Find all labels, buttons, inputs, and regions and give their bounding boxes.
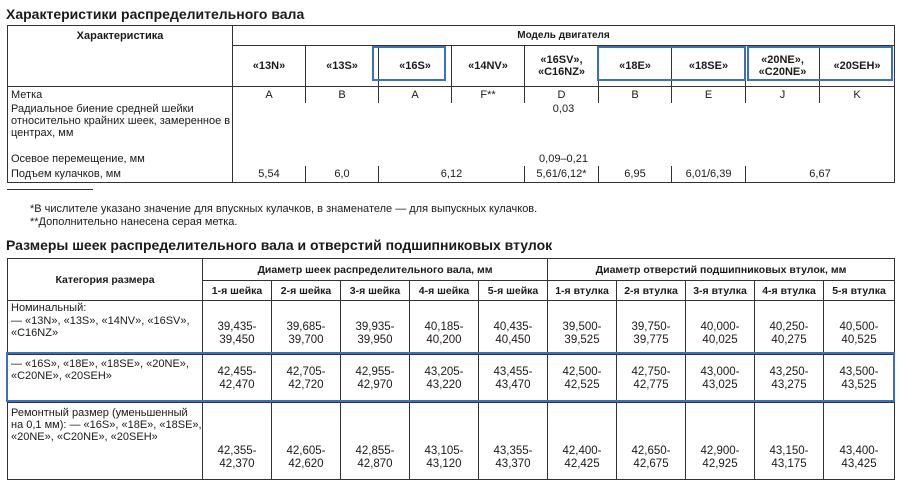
journal-5-value: 40,435- 40,450 <box>479 315 548 355</box>
bushing-3-value: 40,000- 40,025 <box>686 315 755 355</box>
model-13n: «13N» <box>233 46 306 87</box>
journal-3-value: 42,955- 42,970 <box>341 355 410 403</box>
table-row <box>8 403 895 480</box>
journal-4-value: 43,105- 43,120 <box>410 403 479 480</box>
journal-3-header: 3-я шейка <box>341 281 410 301</box>
model-16sv-c16nz: «16SV», «C16NZ» <box>525 46 599 87</box>
model-14nv: «14NV» <box>452 46 525 87</box>
cam-lift-value: 6,12 <box>379 166 525 183</box>
journal-2-value: 42,605- 42,620 <box>272 403 341 480</box>
header-characteristic: Характеристика <box>8 26 233 87</box>
journal-5-value: 43,455- 43,470 <box>479 355 548 403</box>
journal-4-value: 43,205- 43,220 <box>410 355 479 403</box>
journal-4-value: 40,185- 40,200 <box>410 315 479 355</box>
model-18se: «18SE» <box>672 46 746 87</box>
header-bushing-diameter: Диаметр отверстий подшипниковых втулок, мм <box>548 259 895 281</box>
journal-2-value: 39,685- 39,700 <box>272 315 341 355</box>
row-label: — «16S», «18E», «18SE», «20NE», «C20NE», «20SEH» <box>8 355 203 403</box>
journal-1-value: 42,455- 42,470 <box>203 355 272 403</box>
row-label: — «13N», «13S», «14NV», «16SV», «C16NZ» <box>8 315 203 355</box>
bushing-2-value: 42,650- 42,675 <box>617 403 686 480</box>
row-label: Ремонтный размер (уменьшенный на 0,1 мм): — «16S», «18E», «18SE», «20NE», «C20NE», «20SEH» <box>8 403 203 480</box>
mark-value: K <box>820 87 895 103</box>
bushing-1-value: 42,500- 42,525 <box>548 355 617 403</box>
mark-label: Метка <box>8 87 233 103</box>
mark-value: A <box>379 87 452 103</box>
bushing-2-value: 39,750- 39,775 <box>617 315 686 355</box>
bushing-5-value: 40,500- 40,525 <box>824 315 895 355</box>
journal-1-header: 1-я шейка <box>203 281 272 301</box>
journal-2-header: 2-я шейка <box>272 281 341 301</box>
cam-lift-value: 5,61/6,12* <box>525 166 599 183</box>
cam-lift-label: Подъем кулачков, мм <box>8 166 233 183</box>
runout-label: Радиальное биение средней шейки относительно крайних шеек, замеренное в центрах, мм <box>8 103 233 152</box>
mark-value: B <box>599 87 672 103</box>
nominal-label: Номинальный: <box>8 301 203 315</box>
model-16s: «16S» <box>379 46 452 87</box>
model-20seh: «20SEH» <box>820 46 895 87</box>
bushing-4-value: 43,250- 43,275 <box>755 355 824 403</box>
header-journal-diameter: Диаметр шеек распределительного вала, мм <box>203 259 548 281</box>
table-row <box>8 315 895 355</box>
cam-lift-value: 6,01/6,39 <box>672 166 746 183</box>
journal-bushing-size-table <box>7 258 895 480</box>
bushing-4-value: 40,250- 40,275 <box>755 315 824 355</box>
bushing-4-header: 4-я втулка <box>755 281 824 301</box>
journal-4-header: 4-я шейка <box>410 281 479 301</box>
mark-value: B <box>306 87 379 103</box>
bushing-1-header: 1-я втулка <box>548 281 617 301</box>
bushing-2-value: 42,750- 42,775 <box>617 355 686 403</box>
runout-value: 0,03 <box>233 103 895 152</box>
section1-title: Характеристики распределительного вала <box>6 6 305 22</box>
journal-5-value: 43,355- 43,370 <box>479 403 548 480</box>
bushing-5-value: 43,400- 43,425 <box>824 403 895 480</box>
journal-3-value: 39,935- 39,950 <box>341 315 410 355</box>
mark-value: D <box>525 87 599 103</box>
bushing-4-value: 43,150- 43,175 <box>755 403 824 480</box>
footnote-1: *В числителе указано значение для впускных кулачков, в знаменателе — для выпускных кулачков. <box>30 203 538 215</box>
header-size-category: Категория размера <box>8 259 203 301</box>
bushing-3-header: 3-я втулка <box>686 281 755 301</box>
table-row <box>8 355 895 403</box>
bushing-5-value: 43,500- 43,525 <box>824 355 895 403</box>
footnote-divider <box>7 189 93 190</box>
journal-3-value: 42,855- 42,870 <box>341 403 410 480</box>
footnote-2: **Дополнительно нанесена серая метка. <box>30 216 238 228</box>
bushing-2-header: 2-я втулка <box>617 281 686 301</box>
journal-5-header: 5-я шейка <box>479 281 548 301</box>
bushing-1-value: 39,500- 39,525 <box>548 315 617 355</box>
model-13s: «13S» <box>306 46 379 87</box>
model-20ne-c20ne: «20NE», «C20NE» <box>746 46 820 87</box>
mark-value: A <box>233 87 306 103</box>
model-18e: «18E» <box>599 46 672 87</box>
bushing-5-header: 5-я втулка <box>824 281 895 301</box>
bushing-3-value: 43,000- 43,025 <box>686 355 755 403</box>
bushing-3-value: 42,900- 42,925 <box>686 403 755 480</box>
journal-2-value: 42,705- 42,720 <box>272 355 341 403</box>
section2-title: Размеры шеек распределительного вала и отверстий подшипниковых втулок <box>6 237 553 253</box>
cam-lift-value: 5,54 <box>233 166 306 183</box>
axial-play-label: Осевое перемещение, мм <box>8 152 233 166</box>
bushing-1-value: 42,400- 42,425 <box>548 403 617 480</box>
mark-value: J <box>746 87 820 103</box>
header-engine-model: Модель двигателя <box>233 26 895 46</box>
journal-1-value: 42,355- 42,370 <box>203 403 272 480</box>
mark-value: E <box>672 87 746 103</box>
camshaft-characteristics-table <box>7 25 895 183</box>
cam-lift-value: 6,67 <box>746 166 895 183</box>
cam-lift-value: 6,0 <box>306 166 379 183</box>
cam-lift-value: 6,95 <box>599 166 672 183</box>
journal-1-value: 39,435- 39,450 <box>203 315 272 355</box>
mark-value: F** <box>452 87 525 103</box>
axial-play-value: 0,09–0,21 <box>233 152 895 166</box>
